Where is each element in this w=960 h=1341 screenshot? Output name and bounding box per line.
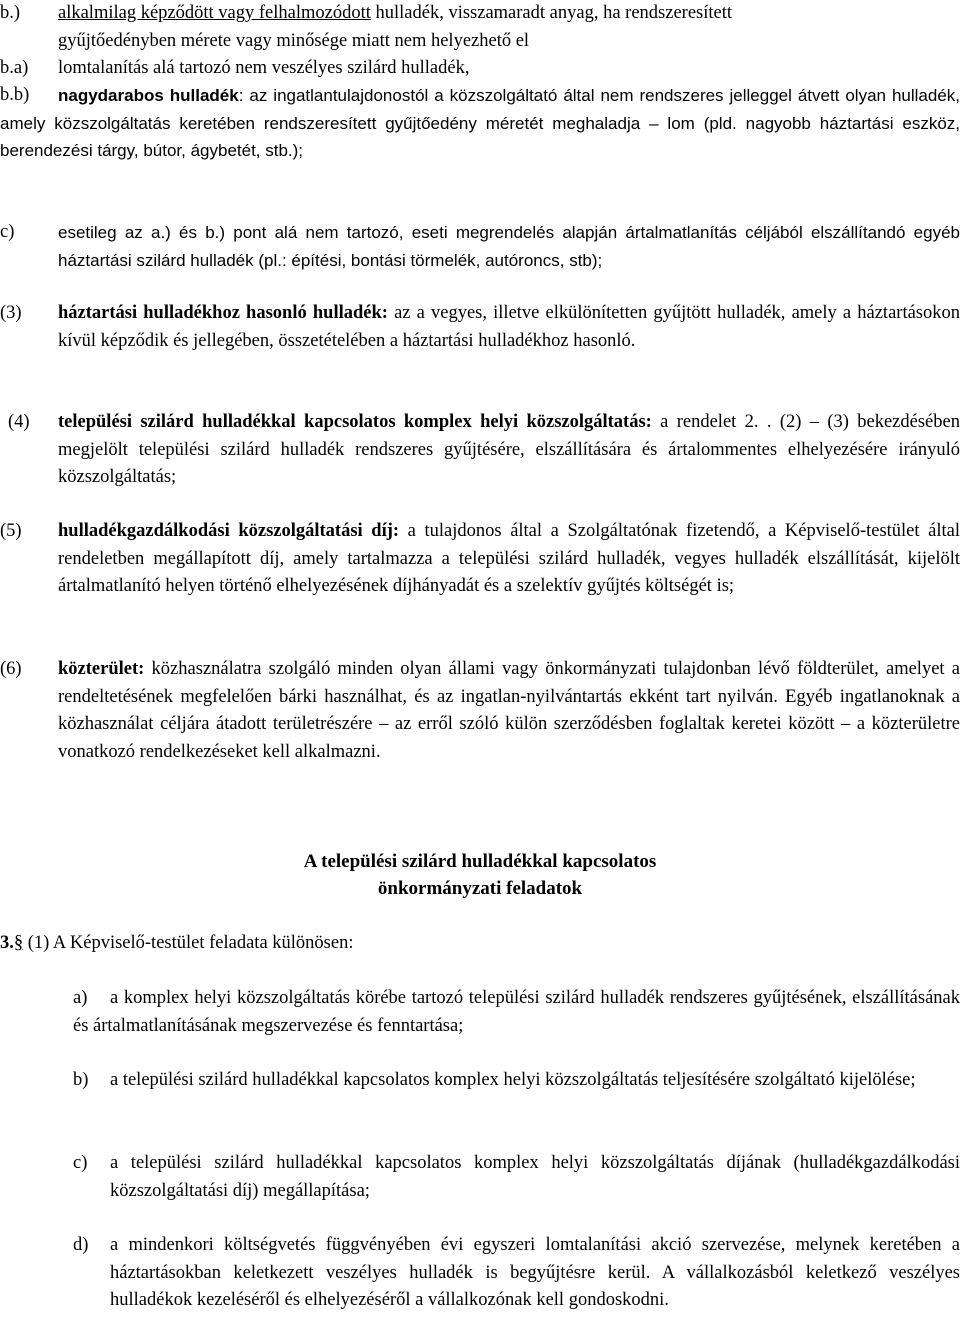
section-heading-line1: A települési szilárd hulladékkal kapcsolatos — [303, 851, 657, 872]
item-6 — [0, 656, 960, 766]
paragraph-sign: § — [13, 933, 24, 953]
item-5-label: (5) — [0, 521, 22, 541]
item-b — [0, 0, 960, 56]
item-4-text: a rendelet 2. . (2) – (3) bekezdésében megjelölt települési szilárd hulladék rendszeres gyűjtésére, elszállítására és ártalommentes elhelyezésére irányuló közszolgáltatás; — [58, 412, 960, 487]
list-item-text: a mindenkori költségvetés függvényében évi egyszeri lomtalanítási akció szervezése, melynek keretében a háztartásokban keletkezett veszélyes hulladék is begyűjtésre kerül. A vállalkozásból keletkező veszélyes hulladékok kezeléséről és elhelyezéséről a vállalkozónak kell gondoskodni. — [110, 1235, 960, 1310]
item-b-line2: gyűjtőedényben mérete vagy minősége miatt nem helyezhető el — [58, 30, 530, 51]
item-4-body — [58, 409, 960, 492]
list-item-text: a települési szilárd hulladékkal kapcsolatos komplex helyi közszolgáltatás díjának (hulladékgazdálkodási közszolgáltatási díj) megállapítása; — [110, 1153, 960, 1201]
item-3 — [0, 300, 960, 355]
item-6-term: közterület: — [58, 659, 145, 679]
item-3-term: háztartási hulladékhoz hasonló hulladék: — [58, 303, 388, 323]
list-item-a — [73, 985, 960, 1040]
item-bb — [0, 82, 960, 165]
item-5-term: hulladékgazdálkodási közszolgáltatási díj: — [58, 521, 400, 541]
item-4-term: települési szilárd hulladékkal kapcsolatos komplex helyi közszolgáltatás: — [58, 412, 652, 432]
list-item-text: a komplex helyi közszolgáltatás körébe tartozó települési szilárd hulladék rendszeres gyűjtésének, elszállításának és ártalmatlanításának megszervezése és fenntartása; — [73, 988, 960, 1036]
section-3-intro — [0, 930, 353, 958]
item-b-label: b.) — [0, 3, 21, 23]
item-b-text — [58, 0, 960, 28]
section-3-text: (1) A Képviselő-testület feladata különösen: — [23, 933, 354, 953]
item-6-text: közhasználatra szolgáló minden olyan állami vagy önkormányzati tulajdonban lévő földterület, amelyet a rendeltetésének megfelelően bárki használhat, és az ingatlan-nyilvántartás ekként tart nyilván. Egyéb ingatlanoknak a közhasználat céljára átadott területrészére – az erről szóló külön szerződésben foglaltak keretei között – a közterületre vonatkozó rendelkezéseket kell alkalmazni. — [58, 659, 960, 762]
list-item-label: c) — [73, 1153, 88, 1173]
item-3-label: (3) — [0, 303, 22, 323]
item-bb-term: nagydarabos hulladék — [58, 86, 239, 105]
list-item-d — [73, 1232, 960, 1315]
item-ba-label: b.a) — [0, 58, 29, 78]
item-6-body — [58, 656, 960, 766]
item-3-body — [58, 300, 960, 355]
item-c-label: c) — [0, 222, 15, 242]
item-bb-label: b.b) — [0, 85, 30, 105]
item-3-text: az a vegyes, illetve elkülönítetten gyűjtött hulladék, amely a háztartásokon kívül képződik és jellegében, összetételében a háztartási hulladékhoz hasonló. — [58, 303, 960, 351]
item-4-label: (4) — [8, 412, 30, 432]
item-b-underlined: alkalmilag képződött vagy felhalmozódott — [58, 3, 371, 23]
item-ba — [0, 55, 960, 83]
item-c-text: esetileg az a.) és b.) pont alá nem tartozó, eseti megrendelés alapján ártalmatlanítás céljából elszállítandó egyéb háztartási szilárd hulladék (pl.: építési, bontási törmelék, autóroncs, stb); — [58, 223, 960, 270]
section-heading-line2: önkormányzati feladatok — [377, 878, 583, 899]
item-c — [0, 219, 960, 274]
item-ba-text: lomtalanítás alá tartozó nem veszélyes szilárd hulladék, — [58, 58, 470, 78]
item-5 — [0, 518, 960, 601]
item-b-line1-rest: hulladék, visszamaradt anyag, ha rendszeresített — [370, 3, 732, 23]
list-item-label: a) — [73, 988, 88, 1008]
list-item-text: a települési szilárd hulladékkal kapcsolatos komplex helyi közszolgáltatás teljesítésére szolgáltató kijelölése; — [110, 1070, 916, 1090]
list-item-label: b) — [73, 1070, 89, 1090]
item-5-text: a tulajdonos által a Szolgáltatónak fizetendő, a Képviselő-testület által rendeletben megállapított díj, amely tartalmazza a települési szilárd hulladék, vegyes hulladék elszállítását, kijelölt ártalmatlanító helyen történő elhelyezésének díjhányadát és a szelektív gyűjtés költségét is; — [58, 521, 960, 596]
item-4 — [8, 409, 960, 492]
list-item-label: d) — [73, 1235, 89, 1255]
item-bb-text: : az ingatlantulajdonostól a közszolgáltató által nem rendszeres jelleggel átvett olyan hulladék, amely közszolgáltatás keretében rendszeresített gyűjtőedény méretét meghaladja – lom (pld. nagyobb háztartási eszköz, berendezési tárgy, bútor, ágybetét, stb.); — [0, 86, 960, 160]
item-5-body — [58, 518, 960, 601]
item-bb-body — [0, 82, 960, 165]
list-item-c — [73, 1150, 960, 1205]
section-3-number: 3. — [0, 933, 14, 953]
list-item-b — [73, 1067, 960, 1095]
item-6-label: (6) — [0, 659, 22, 679]
